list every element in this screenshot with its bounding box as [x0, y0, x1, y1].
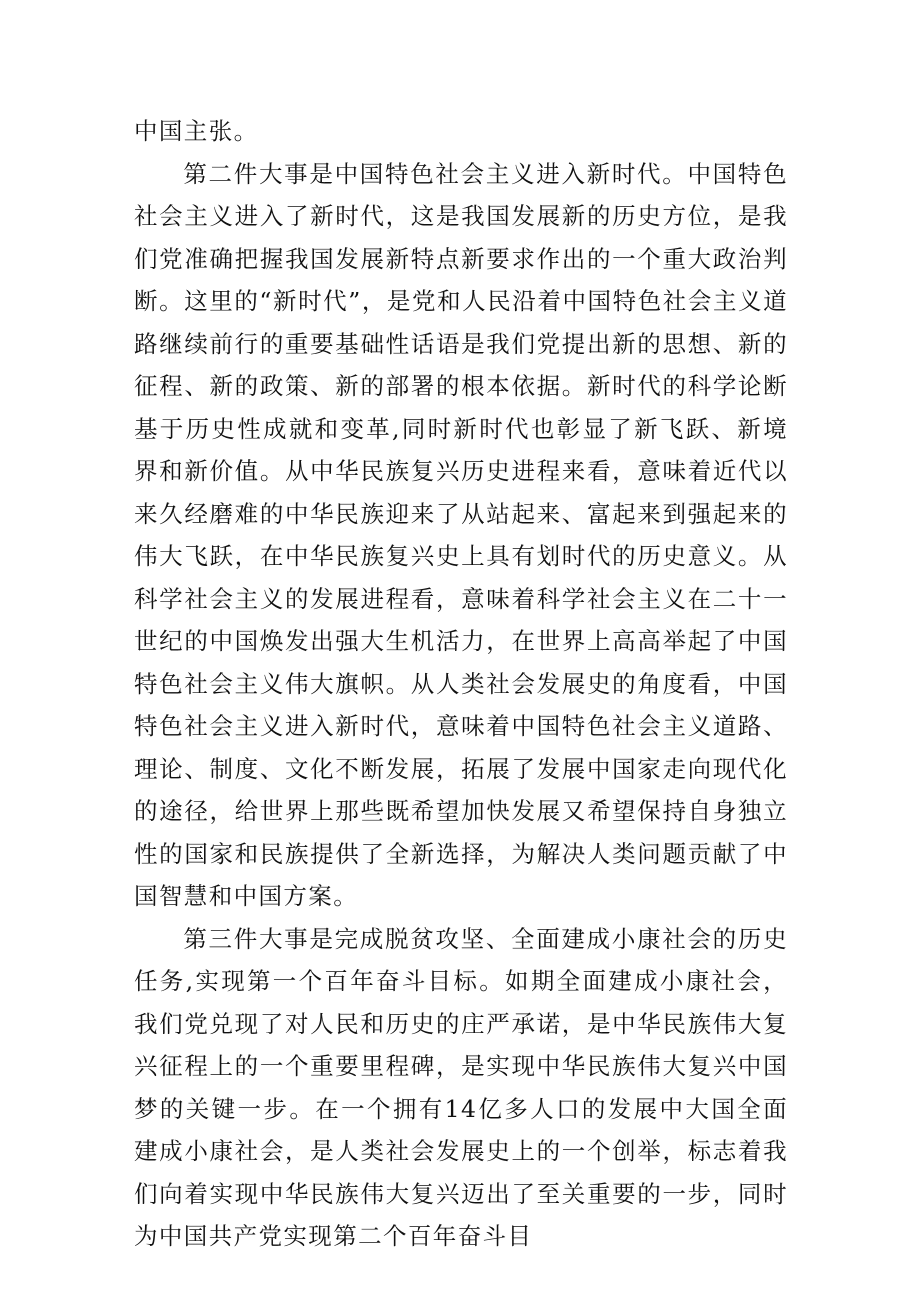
paragraph-continuation: 中国主张。 [134, 117, 259, 145]
document-body [134, 110, 788, 1258]
paragraph-third-major-event: 第三件大事是完成脱贫攻坚、全面建成小康社会的历史任务,实现第一个百年奋斗目标。如期全面建成小康社会，我们党兑现了对人民和历史的庄严承诺，是中华民族伟大复兴征程上的一个重要里程碑，是实现中华民族伟大复兴中国梦的关键一步。在一个拥有14亿多人口的发展中大国全面建成小康社会，是人类社会发展史上的一个创举，标志着我们向着实现中华民族伟大复兴迈出了至关重要的一步，同时为中国共产党实现第二个百年奋斗目 [134, 924, 788, 1250]
paragraph-second-major-event: 第二件大事是中国特色社会主义进入新时代。中国特色社会主义进入了新时代，这是我国发展新的历史方位，是我们党准确把握我国发展新特点新要求作出的一个重大政治判断。这里的“新时代”，是党和人民沿着中国特色社会主义道路继续前行的重要基础性话语是我们党提出新的思想、新的征程、新的政策、新的部署的根本依据。新时代的科学论断基于历史性成就和变革,同时新时代也彰显了新飞跃、新境界和新价值。从中华民族复兴历史进程来看，意味着近代以来久经磨难的中华民族迎来了从站起来、富起来到强起来的伟大飞跃，在中华民族复兴史上具有划时代的历史意义。从科学社会主义的发展进程看，意味着科学社会主义在二十一世纪的中国焕发出强大生机活力，在世界上高高举起了中国特色社会主义伟大旗帜。从人类社会发展史的角度看，中国特色社会主义进入新时代，意味着中国特色社会主义道路、理论、制度、文化不断发展，拓展了发展中国家走向现代化的途径，给世界上那些既希望加快发展又希望保持自身独立性的国家和民族提供了全新选择，为解决人类问题贡献了中国智慧和中国方案。 [134, 159, 788, 910]
